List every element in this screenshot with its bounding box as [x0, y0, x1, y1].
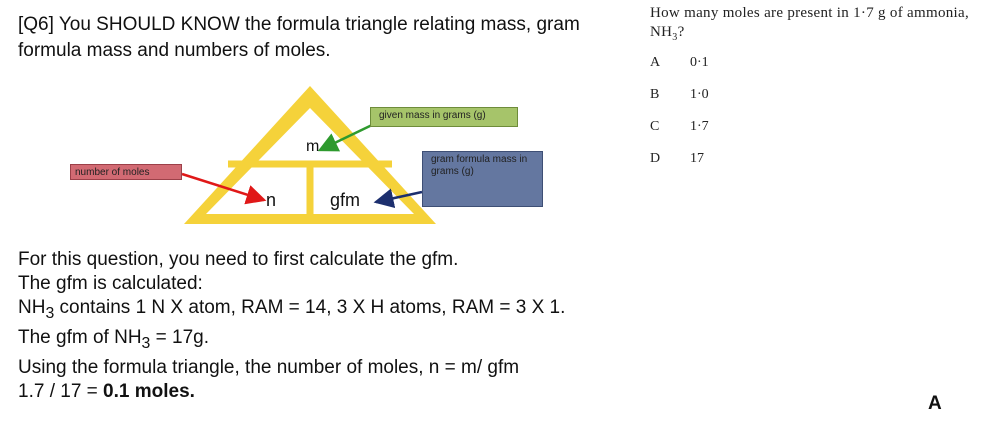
symbol-gfm: gfm	[330, 190, 361, 210]
tag-number-of-moles: number of moles	[70, 164, 182, 180]
explanation-line-6	[18, 380, 638, 404]
option-b	[650, 87, 709, 119]
question-text	[650, 4, 1005, 47]
question-stem: How many moles are present in 1·7 g of ammonia, NH	[650, 5, 970, 40]
option-a	[650, 55, 709, 87]
formula-subscript: 3	[45, 304, 55, 322]
explanation-line-3-rest: contains 1 N X atom, RAM = 14, 3 X H atoms, RAM = 3 X 1.	[54, 297, 566, 318]
explanation-line-5: Using the formula triangle, the number of moles, n = m/ gfm	[18, 356, 520, 378]
explanation-line-3	[18, 296, 638, 326]
option-letter: A	[650, 55, 661, 70]
explanation-line-4	[18, 326, 638, 356]
tag-given-mass: given mass in grams (g)	[370, 107, 518, 127]
explanation-line-2: The gfm is calculated:	[18, 273, 203, 294]
calculation: 1.7 / 17 =	[18, 380, 104, 402]
formula-subscript: 3	[141, 334, 151, 352]
explanation-line-1: For this question, you need to first calculate the gfm.	[18, 249, 459, 270]
calculation-result: 0.1 moles.	[103, 380, 195, 402]
explanation	[18, 248, 638, 404]
option-letter: C	[650, 119, 660, 134]
option-c	[650, 119, 709, 151]
option-value: 0·1	[690, 55, 709, 70]
option-value: 1·7	[690, 119, 709, 134]
formula-nh: NH	[18, 297, 46, 318]
symbol-n: n	[266, 190, 277, 210]
gfm-label: The gfm of NH	[18, 326, 142, 348]
tag-gram-formula-mass: gram formula mass in grams (g)	[422, 151, 543, 207]
formula-triangle-diagram	[70, 80, 550, 235]
answer-options	[650, 55, 709, 183]
question-end: ?	[677, 24, 685, 40]
answer-letter: A	[928, 393, 942, 414]
option-letter: B	[650, 87, 660, 102]
intro-text: [Q6] You SHOULD KNOW the formula triangle relating mass, gram formula mass and numbers of moles.	[18, 14, 580, 61]
option-letter: D	[650, 151, 661, 166]
symbol-m: m	[306, 138, 320, 155]
option-value: 1·0	[690, 87, 709, 102]
question-subscript: 3	[672, 32, 678, 43]
gfm-value: = 17g.	[150, 326, 209, 348]
option-d	[650, 151, 709, 183]
option-value: 17	[690, 151, 704, 166]
